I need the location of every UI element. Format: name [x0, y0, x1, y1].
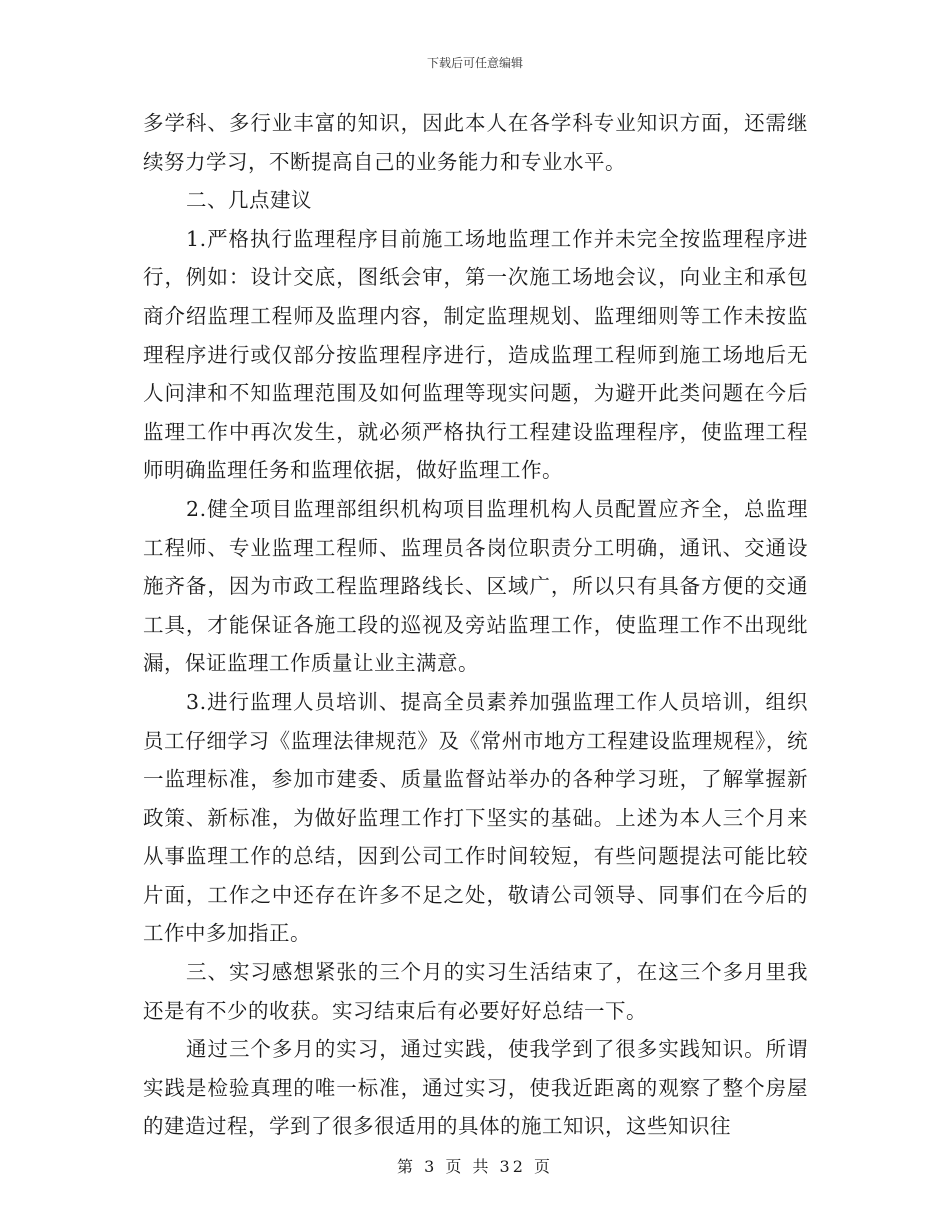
paragraph: 2.健全项目监理部组织机构项目监理机构人员配置应齐全，总监理工程师、专业监理工程师、监理员各岗位职责分工明确，通讯、交通设施齐备，因为市政工程监理路线长、区域广，所以只有具备方便的交通工具，才能保证各施工段的巡视及旁站监理工作，使监理工作不出现纰漏，保证监理工作质量让业主满意。 [143, 496, 808, 676]
paragraph: 三、实习感想紧张的三个月的实习生活结束了，在这三个多月里我还是有不少的收获。实习结束后有必要好好总结一下。 [143, 960, 808, 1023]
document-body [143, 104, 808, 1146]
footer-suffix: 页 [534, 1157, 554, 1176]
paragraph: 多学科、多行业丰富的知识，因此本人在各学科专业知识方面，还需继续努力学习，不断提高自己的业务能力和专业水平。 [143, 111, 808, 174]
page-footer [0, 1154, 950, 1177]
current-page-number: 3 [424, 1157, 438, 1176]
paragraph: 3.进行监理人员培训、提高全员素养加强监理工作人员培训，组织员工仔细学习《监理法律规范》及《常州市地方工程建设监理规程》，统一监理标准，参加市建委、质量监督站举办的各种学习班，了解掌握新政策、新标准，为做好监理工作打下坚实的基础。上述为本人三个月来从事监理工作的总结，因到公司工作时间较短，有些问题提法可能比较片面，工作之中还存在许多不足之处，敬请公司领导、同事们在今后的工作中多加指正。 [143, 689, 808, 946]
paragraph: 通过三个多月的实习，通过实践，使我学到了很多实践知识。所谓实践是检验真理的唯一标准，通过实习，使我近距离的观察了整个房屋的建造过程，学到了很多很适用的具体的施工知识，这些知识往 [143, 1037, 808, 1139]
page-header: 下载后可任意编辑 [426, 56, 523, 70]
footer-middle: 页 共 [445, 1157, 492, 1176]
section-heading: 二、几点建议 [186, 188, 313, 213]
footer-prefix: 第 [396, 1157, 416, 1176]
total-pages-number: 32 [499, 1157, 526, 1176]
paragraph: 1.严格执行监理程序目前施工场地监理工作并未完全按监理程序进行，例如：设计交底，图纸会审，第一次施工场地会议，向业主和承包商介绍监理工程师及监理内容，制定监理规划、监理细则等工作未按监理程序进行或仅部分按监理程序进行，造成监理工程师到施工场地后无人问津和不知监理范围及如何监理等现实问题，为避开此类问题在今后监理工作中再次发生，就必须严格执行工程建设监理程序，使监理工程师明确监理任务和监理依据，做好监理工作。 [143, 226, 808, 483]
